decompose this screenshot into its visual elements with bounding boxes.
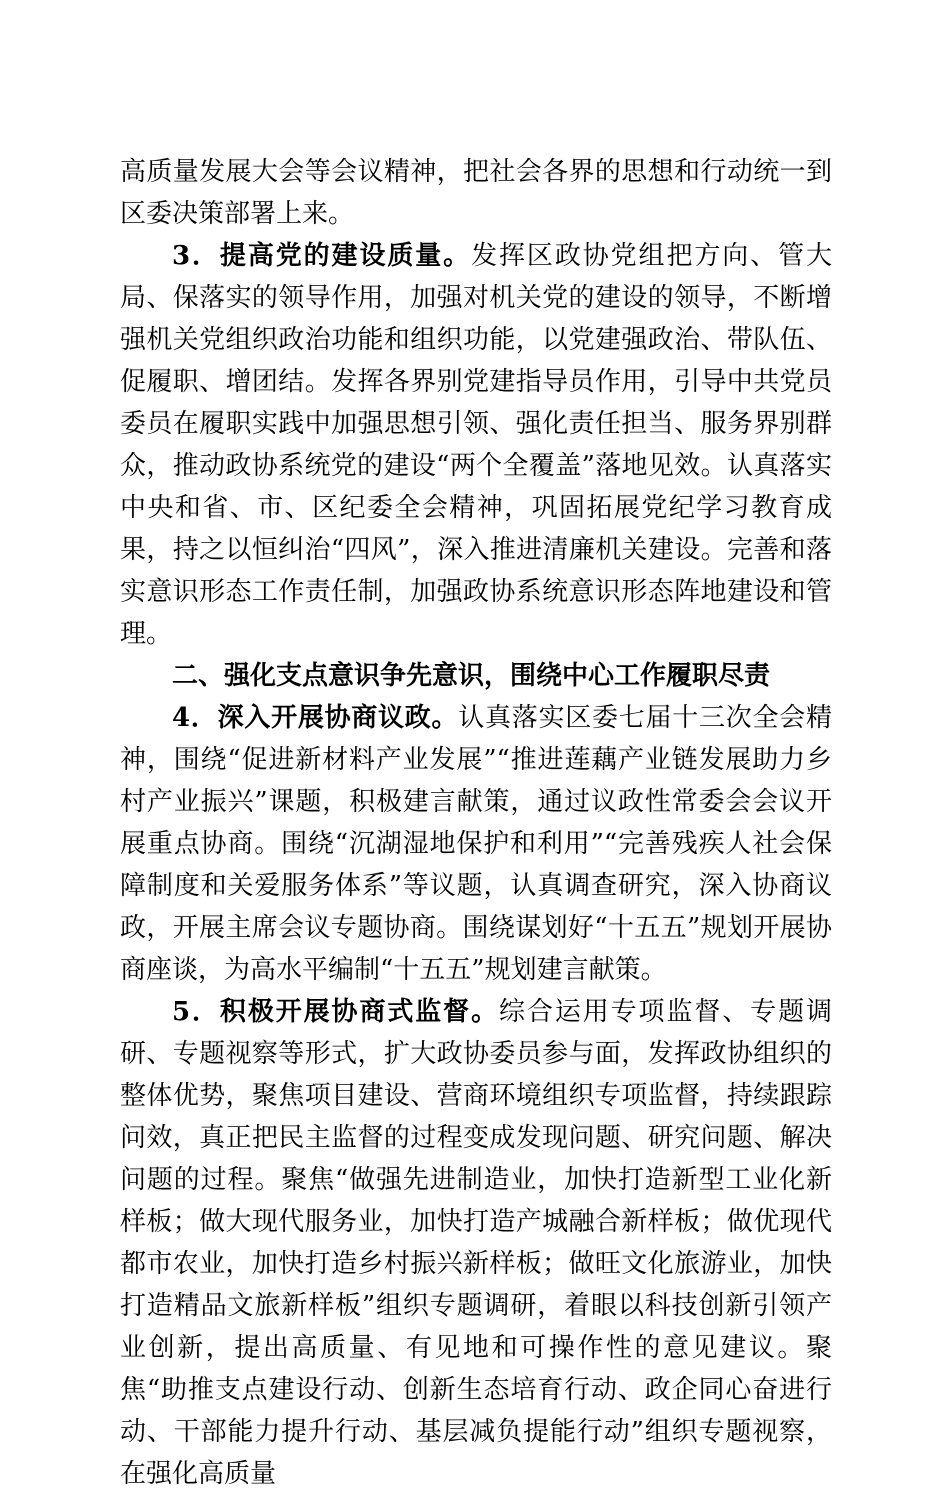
document-page [120, 151, 832, 1495]
item-3-body: 发挥区政协党组把方向、管大局、保落实的领导作用，加强对机关党的建设的领导，不断增强机关党组织政治功能和组织功能，以党建强政治、带队伍、促履职、增团结。发挥各界别党建指导员作用，引导中共党员委员在履职实践中加强思想引领、强化责任担当、服务界别群众，推动政协系统党的建设“两个全覆盖”落地见效。认真落实中央和省、市、区纪委全会精神，巩固拓展党纪学习教育成果，持之以恒纠治“四风”，深入推进清廉机关建设。完善和落实意识形态工作责任制，加强政协系统意识形态阵地建设和管理。 [120, 241, 832, 649]
item-4-body: 认真落实区委七届十三次全会精神，围绕“促进新材料产业发展”“推进莲藕产业链发展助力乡村产业振兴”课题，积极建言献策，通过议政性常委会会议开展重点协商。围绕“沉湖湿地保护和利用”“完善残疾人社会保障制度和关爱服务体系”等议题，认真调查研究，深入协商议政，开展主席会议专题协商。围绕谋划好“十五五”规划开展协商座谈，为高水平编制“十五五”规划建言献策。 [120, 703, 832, 985]
item-3-heading: 3．提高党的建设质量。 [172, 241, 472, 271]
paragraph-continuation: 高质量发展大会等会议精神，把社会各界的思想和行动统一到区委决策部署上来。 [120, 157, 832, 229]
item-4-paragraph [120, 697, 832, 991]
item-3-paragraph [120, 235, 832, 655]
item-5-body: 综合运用专项监督、专题调研、专题视察等形式，扩大政协委员参与面，发挥政协组织的整体优势，聚焦项目建设、营商环境组织专项监督，持续跟踪问效，真正把民主监督的过程变成发现问题、研究问题、解决问题的过程。聚焦“做强先进制造业，加快打造新型工业化新样板；做大现代服务业，加快打造产城融合新样板；做优现代都市农业，加快打造乡村振兴新样板；做旺文化旅游业，加快打造精品文旅新样板”组织专题调研，着眼以科技创新引领产业创新，提出高质量、有见地和可操作性的意见建议。聚焦“助推支点建设行动、创新生态培育行动、政企同心奋进行动、干部能力提升行动、基层减负提能行动”组织专题视察，在强化高质量 [120, 997, 832, 1489]
item-5-heading: 5．积极开展协商式监督。 [172, 997, 499, 1027]
section-2-heading: 二、强化支点意识争先意识，围绕中心工作履职尽责 [172, 661, 771, 691]
item-5-paragraph [120, 991, 832, 1495]
item-4-heading: 4．深入开展协商议政。 [172, 703, 459, 733]
